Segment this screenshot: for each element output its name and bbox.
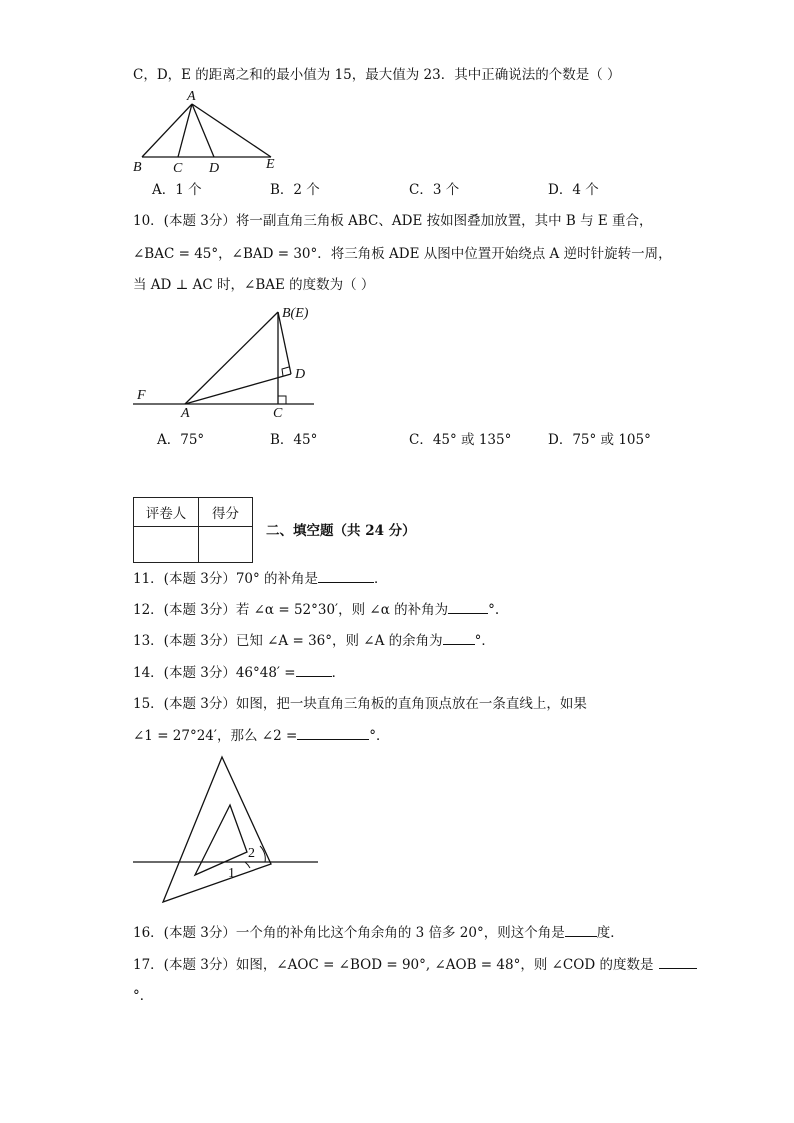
q17-row (133, 956, 697, 974)
q9-label-B: B (133, 160, 142, 175)
score-table (133, 497, 253, 563)
q16-row (133, 924, 624, 942)
q15-text: ∠1 = 27°24′，那么 ∠2 = (133, 728, 298, 744)
q9-option-d: D．4 个 (548, 182, 599, 198)
q15-triangle-inner (195, 805, 247, 875)
score-cell[interactable] (199, 527, 253, 563)
q16-text: 16．(本题 3分）一个角的补角比这个角余角的 3 倍多 20°，则这个角是 (133, 925, 565, 941)
q11-row (133, 570, 388, 588)
section-title: 二、填空题（共 24 分） (266, 523, 416, 539)
q15-label-2: 2 (248, 846, 255, 861)
q10-option-b: B．45° (270, 432, 318, 448)
q15-answer-blank[interactable] (297, 727, 369, 740)
q14-answer-blank[interactable] (296, 664, 332, 677)
q15-angle-1-arc (245, 862, 250, 868)
q10-label-BE: B(E) (282, 306, 309, 321)
q10-line-3: 当 AD ⊥ AC 时，∠BAE 的度数为（ ） (133, 277, 375, 293)
q14-suffix: ． (331, 665, 346, 681)
q9-label-A: A (187, 89, 196, 104)
q9-label-C: C (173, 161, 183, 176)
q12-suffix: °. (488, 602, 500, 618)
q10-option-a: A．75° (157, 432, 205, 448)
q10-right-angle-C (278, 396, 286, 404)
q12-text: 12．(本题 3分）若 ∠α = 52°30′，则 ∠α 的补角为 (133, 602, 449, 618)
q9-label-E: E (266, 157, 275, 172)
q13-row (133, 632, 495, 650)
q10-option-c: C．45° 或 135° (409, 432, 512, 448)
q9-option-a: A．1 个 (152, 182, 202, 198)
score-label: 得分 (199, 498, 253, 527)
q17-answer-blank[interactable] (659, 956, 697, 969)
q14-row (133, 664, 345, 682)
q13-text: 13．(本题 3分）已知 ∠A = 36°，则 ∠A 的余角为 (133, 633, 443, 649)
q17-text: 17．(本题 3分）如图，∠AOC = ∠BOD = 90°, ∠AOB = 48°，则 ∠COD 的度数是 (133, 957, 654, 973)
q10-label-D: D (295, 367, 306, 382)
grader-label: 评卷人 (134, 498, 199, 527)
q12-row (133, 601, 499, 619)
q11-answer-blank[interactable] (318, 570, 374, 583)
q9-segment-AE (192, 104, 271, 157)
q10-segment-BD (278, 312, 291, 374)
q9-option-b: B．2 个 (270, 182, 320, 198)
q16-suffix: 度． (596, 925, 624, 941)
q13-answer-blank[interactable] (443, 632, 475, 645)
q10-label-A: A (181, 406, 190, 421)
q10-line-1: 10．(本题 3分）将一副直角三角板 ABC、ADE 按如图叠加放置，其中 B 与 E 重合， (133, 213, 653, 229)
q15-row (133, 727, 390, 745)
q14-text: 14．(本题 3分）46°48′ = (133, 665, 296, 681)
q15-suffix: °． (369, 728, 390, 744)
q9-label-D: D (209, 161, 220, 176)
q16-answer-blank[interactable] (565, 924, 597, 937)
grader-cell[interactable] (134, 527, 199, 563)
q9-option-c: C．3 个 (409, 182, 460, 198)
q15-triangle-outer (163, 757, 271, 902)
q10-option-d: D．75° 或 105° (548, 432, 651, 448)
q10-line-2: ∠BAC = 45°，∠BAD = 30°．将三角板 ADE 从图中位置开始绕点 A 逆时针旋转一周， (133, 246, 672, 262)
q11-suffix: ． (374, 571, 388, 587)
q10-figure (128, 300, 328, 422)
q12-answer-blank[interactable] (448, 601, 488, 614)
q11-text: 11．(本题 3分）70° 的补角是 (133, 571, 319, 587)
q13-suffix: °． (474, 633, 495, 649)
q10-label-C: C (273, 406, 283, 421)
q15-figure (128, 752, 324, 914)
q17-line-2: °． (133, 988, 154, 1004)
q9-figure (128, 86, 288, 178)
q15-label-1: 1 (228, 866, 235, 881)
q10-label-F: F (137, 388, 146, 403)
q9-continuation-text: C，D，E 的距离之和的最小值为 15，最大值为 23．其中正确说法的个数是（ ） (133, 67, 621, 83)
q15-line-1: 15．(本题 3分）如图，把一块直角三角板的直角顶点放在一条直线上，如果 (133, 696, 587, 712)
